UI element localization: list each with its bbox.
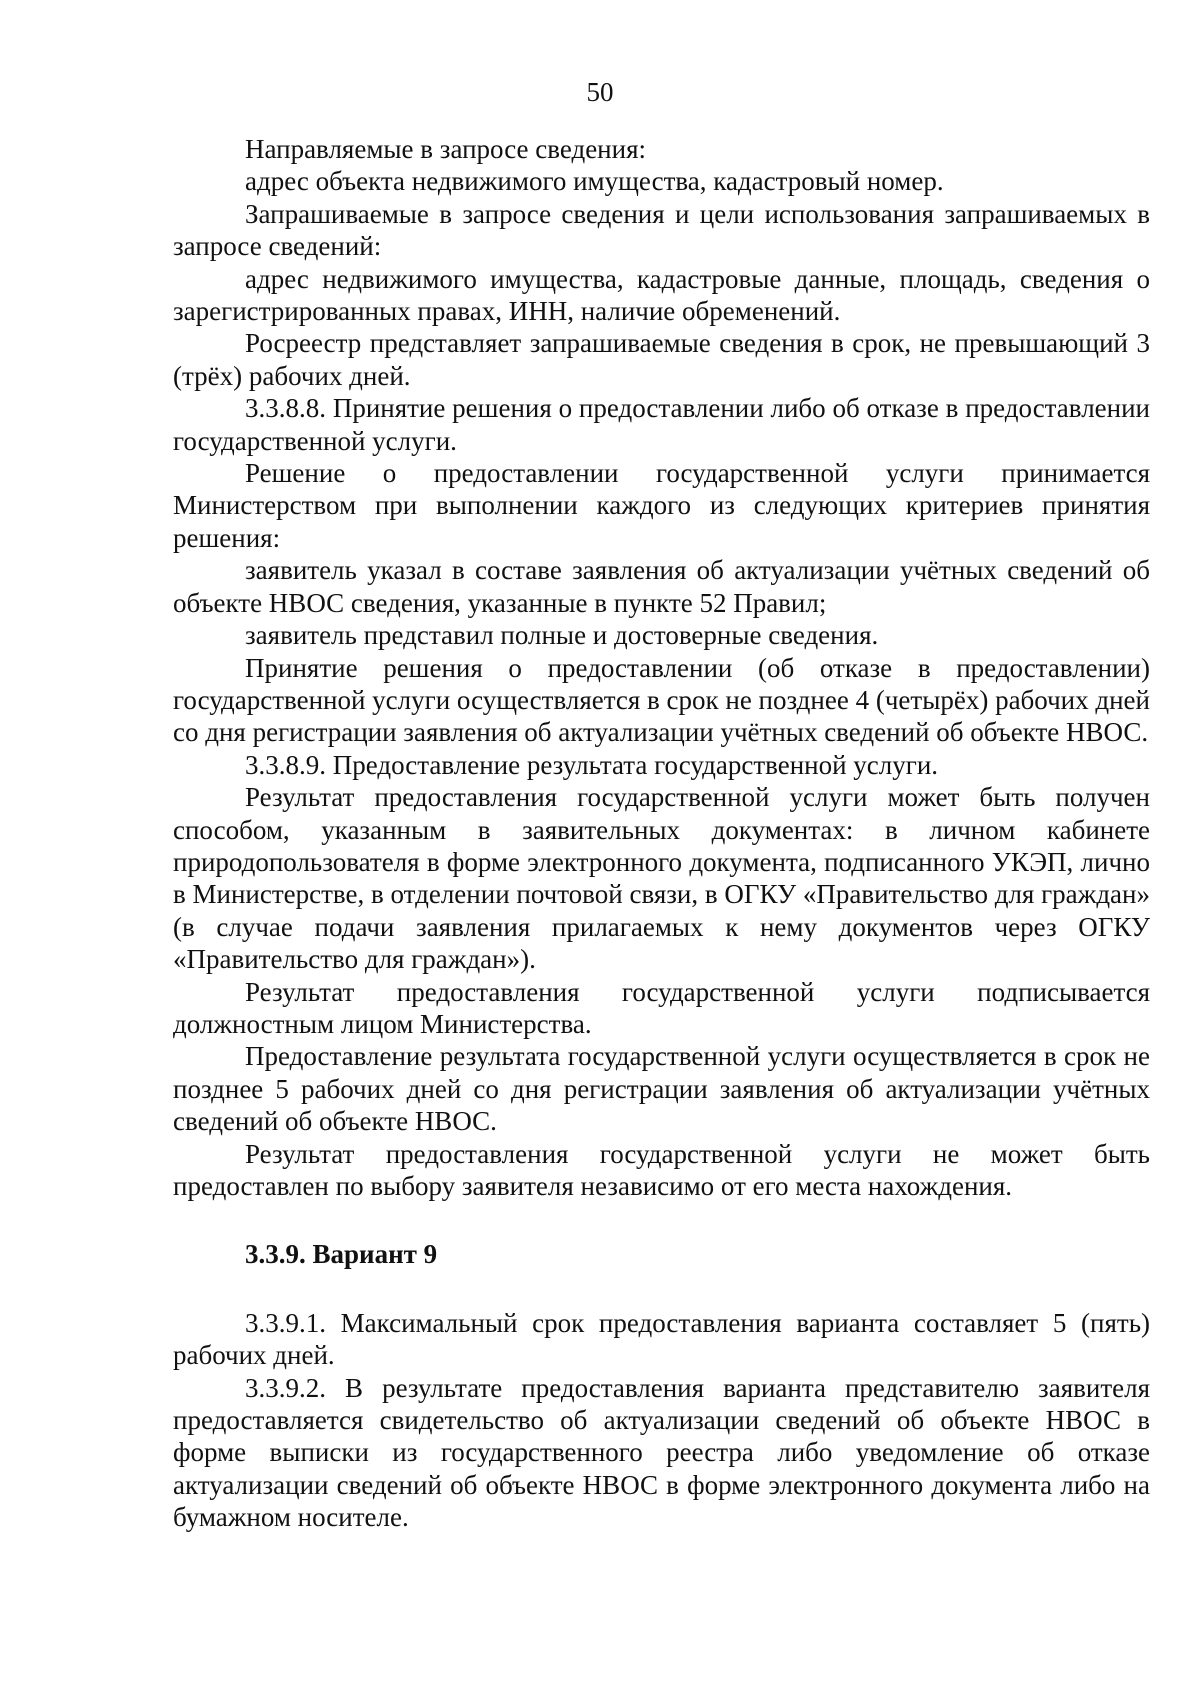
paragraph: 3.3.8.9. Предоставление результата государственной услуги.	[245, 749, 939, 780]
paragraph: заявитель указал в составе заявления об актуализации учётных сведений об объекте НВОС сведения, указанные в пункте 52 Правил;	[173, 555, 1150, 618]
document-body	[173, 133, 1150, 1534]
paragraph: Результат предоставления государственной услуги не может быть предоставлен по выбору заявителя независимо от его места нахождения.	[173, 1138, 1150, 1201]
paragraph: Результат предоставления государственной услуги может быть получен способом, указанным в заявительных документах: в личном кабинете природопользователя в форме электронного документа, подписанного УКЭП, лично в Министерстве, в отделении почтовой связи, в ОГКУ «Правительство для граждан» (в случае подачи заявления прилагаемых к нему документов через ОГКУ «Правительство для граждан»).	[173, 782, 1150, 975]
page-number: 50	[586, 77, 614, 107]
paragraph: Решение о предоставлении государственной услуги принимается Министерством при выполнении каждого из следующих критериев принятия решения:	[173, 458, 1150, 553]
paragraph: 3.3.8.8. Принятие решения о предоставлении либо об отказе в предоставлении государственной услуги.	[173, 393, 1150, 456]
paragraph: Предоставление результата государственной услуги осуществляется в срок не позднее 5 рабочих дней со дня регистрации заявления об актуализации учётных сведений об объекте НВОС.	[173, 1041, 1150, 1137]
paragraph: Результат предоставления государственной услуги подписывается должностным лицом Министерства.	[173, 976, 1150, 1039]
paragraph: адрес объекта недвижимого имущества, кадастровый номер.	[245, 166, 944, 197]
paragraph: Запрашиваемые в запросе сведения и цели использования запрашиваемых в запросе сведений:	[173, 198, 1150, 262]
paragraph: адрес недвижимого имущества, кадастровые данные, площадь, сведения о зарегистрированных правах, ИНН, наличие обременений.	[173, 263, 1150, 327]
paragraph: Принятие решения о предоставлении (об отказе в предоставлении) государственной услуги осуществляется в срок не позднее 4 (четырёх) рабочих дней со дня регистрации заявления об актуализации учётных сведений об объекте НВОС.	[173, 652, 1150, 748]
section-heading: 3.3.9. Вариант 9	[245, 1239, 438, 1270]
paragraph: Росреестр представляет запрашиваемые сведения в срок, не превышающий 3 (трёх) рабочих дней.	[173, 328, 1150, 391]
paragraph: заявитель представил полные и достоверные сведения.	[245, 620, 879, 651]
paragraph: 3.3.9.2. В результате предоставления варианта представителю заявителя предоставляется свидетельство об актуализации сведений об объекте НВОС в форме выписки из государственного реестра либо уведомление об отказе актуализации сведений об объекте НВОС в форме электронного документа либо на бумажном носителе.	[173, 1372, 1150, 1533]
paragraph: Направляемые в запросе сведения:	[245, 134, 646, 164]
paragraph: 3.3.9.1. Максимальный срок предоставления варианта составляет 5 (пять) рабочих дней.	[173, 1307, 1150, 1371]
